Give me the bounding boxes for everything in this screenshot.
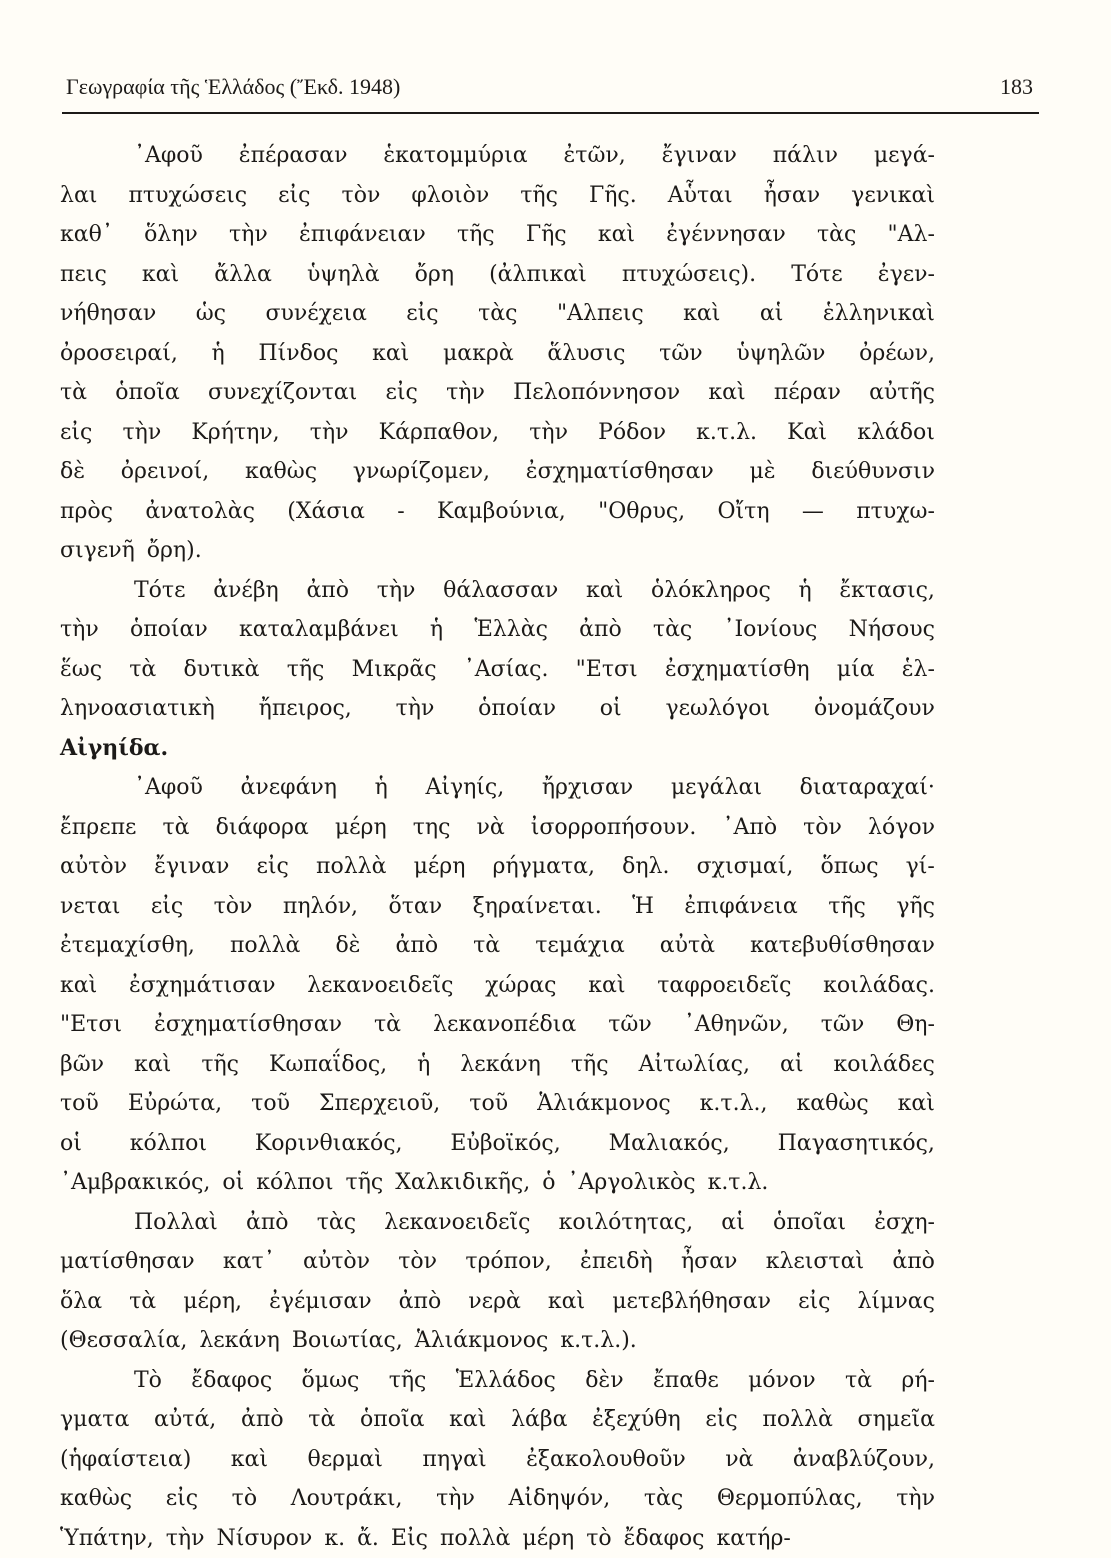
text-line: καὶ ἐσχημάτισαν λεκανοειδεῖς χώρας καὶ ταφροειδεῖς κοιλάδας. bbox=[60, 966, 935, 1006]
running-title: Γεωγραφία τῆς Ἑλλάδος (Ἔκδ. 1948) bbox=[66, 74, 400, 100]
text-line: σιγενῆ ὄρη). bbox=[60, 531, 935, 571]
emphasis-term: Αἰγηίδα. bbox=[60, 729, 935, 769]
text-line: ληνοασιατικὴ ἤπειρος, τὴν ὁποίαν οἱ γεωλόγοι ὀνομάζουν bbox=[60, 689, 935, 729]
text-line: ἐτεμαχίσθη, πολλὰ δὲ ἀπὸ τὰ τεμάχια αὐτὰ κατεβυθίσθησαν bbox=[60, 926, 935, 966]
text-line: νεται εἰς τὸν πηλόν, ὅταν ξηραίνεται. Ἡ ἐπιφάνεια τῆς γῆς bbox=[60, 887, 935, 927]
page-number: 183 bbox=[1000, 74, 1033, 100]
text-line: πεις καὶ ἄλλα ὑψηλὰ ὄρη (ἀλπικαὶ πτυχώσεις). Τότε ἐγεν- bbox=[60, 255, 935, 295]
text-line: Τότε ἀνέβη ἀπὸ τὴν θάλασσαν καὶ ὁλόκληρος ἡ ἔκτασις, bbox=[60, 571, 935, 611]
text-line: (Θεσσαλία, λεκάνη Βοιωτίας, Ἁλιάκμονος κ.τ.λ.). bbox=[60, 1321, 935, 1361]
text-line: ἔπρεπε τὰ διάφορα μέρη της νὰ ἰσορροπήσουν. ᾿Απὸ τὸν λόγον bbox=[60, 808, 935, 848]
text-line: εἰς τὴν Κρήτην, τὴν Κάρπαθον, τὴν Ρόδον κ.τ.λ. Καὶ κλάδοι bbox=[60, 413, 935, 453]
text-line: τὰ ὁποῖα συνεχίζονται εἰς τὴν Πελοπόννησον καὶ πέραν αὐτῆς bbox=[60, 373, 935, 413]
text-line: πρὸς ἀνατολὰς (Χάσια - Καμβούνια, "Οθρυς, Οἴτη — πτυχω- bbox=[60, 492, 935, 532]
text-line: ὀροσειραί, ἡ Πίνδος καὶ μακρὰ ἅλυσις τῶν ὑψηλῶν ὀρέων, bbox=[60, 334, 935, 374]
text-line: Τὸ ἔδαφος ὅμως τῆς Ἑλλάδος δὲν ἔπαθε μόνον τὰ ρή- bbox=[60, 1361, 935, 1401]
text-line: βῶν καὶ τῆς Κωπαΐδος, ἡ λεκάνη τῆς Αἰτωλίας, αἱ κοιλάδες bbox=[60, 1045, 935, 1085]
text-line: νήθησαν ὡς συνέχεια εἰς τὰς "Αλπεις καὶ αἱ ἑλληνικαὶ bbox=[60, 294, 935, 334]
page-header bbox=[66, 74, 1033, 104]
text-line: γματα αὐτά, ἀπὸ τὰ ὁποῖα καὶ λάβα ἐξεχύθη εἰς πολλὰ σημεῖα bbox=[60, 1400, 935, 1440]
text-line: οἱ κόλποι Κορινθιακός, Εὐβοϊκός, Μαλιακός, Παγασητικός, bbox=[60, 1124, 935, 1164]
text-line: καθὼς εἰς τὸ Λουτράκι, τὴν Αἰδηψόν, τὰς Θερμοπύλας, τὴν bbox=[60, 1479, 935, 1519]
text-line: Ὑπάτην, τὴν Νίσυρον κ. ἄ. Εἰς πολλὰ μέρη τὸ ἔδαφος κατήρ- bbox=[60, 1519, 935, 1558]
text-line: δὲ ὀρεινοί, καθὼς γνωρίζομεν, ἐσχηματίσθησαν μὲ διεύθυνσιν bbox=[60, 452, 935, 492]
text-line: "Ετσι ἐσχηματίσθησαν τὰ λεκανοπέδια τῶν ᾿Αθηνῶν, τῶν Θη- bbox=[60, 1005, 935, 1045]
text-line: ᾿Αφοῦ ἐπέρασαν ἑκατομμύρια ἐτῶν, ἔγιναν πάλιν μεγά- bbox=[60, 136, 935, 176]
text-line: ματίσθησαν κατ᾿ αὐτὸν τὸν τρόπον, ἐπειδὴ ἦσαν κλεισταὶ ἀπὸ bbox=[60, 1242, 935, 1282]
text-line: (ἡφαίστεια) καὶ θερμαὶ πηγαὶ ἐξακολουθοῦν νὰ ἀναβλύζουν, bbox=[60, 1440, 935, 1480]
text-line: ὅλα τὰ μέρη, ἐγέμισαν ἀπὸ νερὰ καὶ μετεβλήθησαν εἰς λίμνας bbox=[60, 1282, 935, 1322]
text-line: ἕως τὰ δυτικὰ τῆς Μικρᾶς ᾿Ασίας. "Ετσι ἐσχηματίσθη μία ἑλ- bbox=[60, 650, 935, 690]
text-line: τὴν ὁποίαν καταλαμβάνει ἡ Ἑλλὰς ἀπὸ τὰς ᾿Ιονίους Νήσους bbox=[60, 610, 935, 650]
text-line: λαι πτυχώσεις εἰς τὸν φλοιὸν τῆς Γῆς. Αὗται ἦσαν γενικαὶ bbox=[60, 176, 935, 216]
text-line: τοῦ Εὐρώτα, τοῦ Σπερχειοῦ, τοῦ Ἁλιάκμονος κ.τ.λ., καθὼς καὶ bbox=[60, 1084, 935, 1124]
body-text bbox=[60, 136, 935, 1558]
text-line: καθ᾿ ὅλην τὴν ἐπιφάνειαν τῆς Γῆς καὶ ἐγέννησαν τὰς "Αλ- bbox=[60, 215, 935, 255]
text-line: ᾿Αμβρακικός, οἱ κόλποι τῆς Χαλκιδικῆς, ὁ ᾿Αργολικὸς κ.τ.λ. bbox=[60, 1163, 935, 1203]
text-line: αὐτὸν ἔγιναν εἰς πολλὰ μέρη ρήγματα, δηλ. σχισμαί, ὅπως γί- bbox=[60, 847, 935, 887]
text-line: Πολλαὶ ἀπὸ τὰς λεκανοειδεῖς κοιλότητας, αἱ ὁποῖαι ἐσχη- bbox=[60, 1203, 935, 1243]
text-line: ᾿Αφοῦ ἀνεφάνη ἡ Αἰγηίς, ἤρχισαν μεγάλαι διαταραχαί· bbox=[60, 768, 935, 808]
header-rule bbox=[62, 112, 1039, 114]
